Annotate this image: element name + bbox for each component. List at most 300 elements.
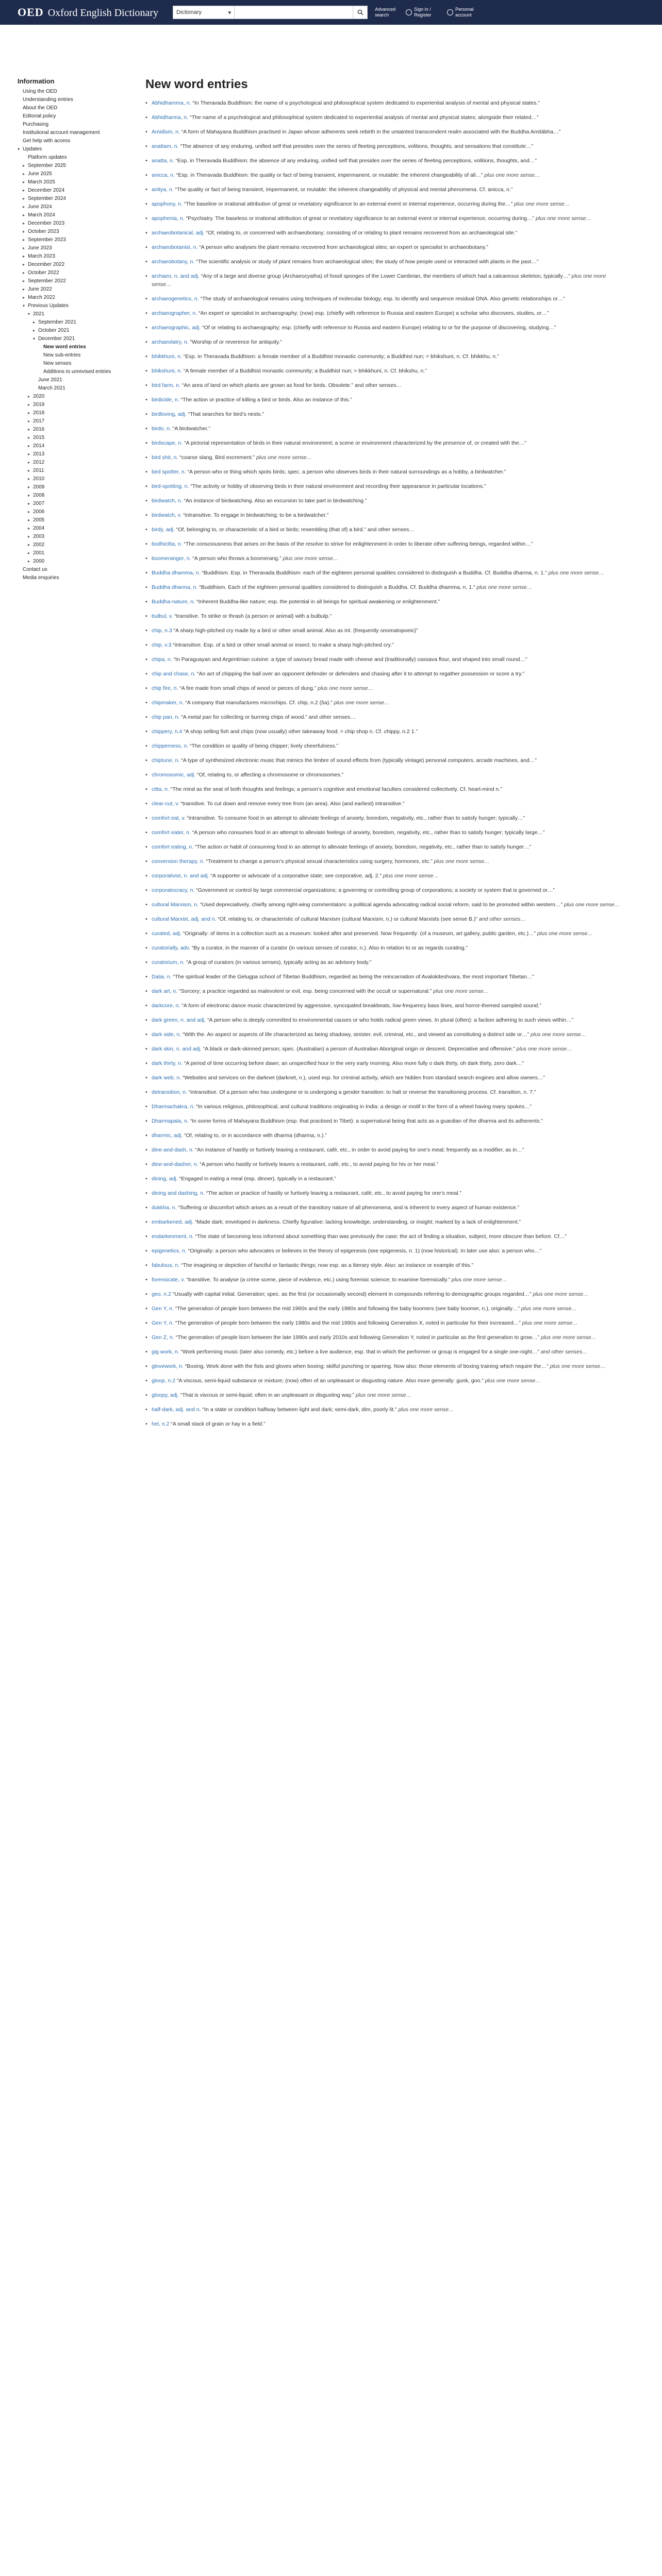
sidebar-item[interactable] xyxy=(18,203,115,211)
entry-headword-link[interactable]: glovework, n. xyxy=(152,1363,184,1369)
entry-headword-link[interactable]: dukkha, n. xyxy=(152,1205,177,1211)
entry-headword-link[interactable]: boomeranger, n. xyxy=(152,555,191,562)
entry-headword-link[interactable]: dark green, n. and adj. xyxy=(152,1017,206,1023)
bullet-icon: • xyxy=(145,959,147,965)
entry-item xyxy=(145,828,620,837)
entry-more-senses[interactable]: plus one more sense… xyxy=(514,201,570,207)
entry-headword-link[interactable]: bhikshuni, n. xyxy=(152,368,182,374)
sidebar-item[interactable] xyxy=(18,409,115,417)
bullet-icon: • xyxy=(145,230,147,236)
chevron-right-icon[interactable]: ▸ xyxy=(23,180,25,184)
entry-headword-link[interactable]: bird shit, n. xyxy=(152,454,178,461)
entry-headword-link[interactable]: conversion therapy, n. xyxy=(152,858,205,865)
sidebar-item[interactable] xyxy=(18,137,115,145)
sidebar-item[interactable] xyxy=(18,327,115,335)
sidebar-item[interactable] xyxy=(18,376,115,384)
entry-more-senses[interactable]: plus one more sense… xyxy=(540,1334,597,1341)
entry-headword-link[interactable]: chip, n.3 xyxy=(152,628,172,634)
entry-headword-link[interactable]: chipmaker, n. xyxy=(152,700,184,706)
sidebar-item[interactable] xyxy=(18,574,115,582)
chevron-right-icon[interactable]: ▸ xyxy=(23,262,25,267)
sidebar-item[interactable] xyxy=(18,294,115,302)
entry-headword-link[interactable]: dining, adj. xyxy=(152,1176,178,1182)
entry-item xyxy=(145,1276,620,1284)
sidebar-item[interactable] xyxy=(18,434,115,442)
sidebar-item[interactable] xyxy=(18,154,115,162)
sidebar-item[interactable] xyxy=(18,129,115,137)
sidebar-item[interactable] xyxy=(18,219,115,228)
sidebar-item[interactable] xyxy=(18,524,115,533)
entry-headword-link[interactable]: bird-spotting, n. xyxy=(152,483,189,489)
entry-item xyxy=(145,655,620,664)
sidebar-item[interactable] xyxy=(18,557,115,566)
entry-headword-link[interactable]: Dalai, n. xyxy=(152,974,172,980)
sidebar-item[interactable] xyxy=(18,104,115,112)
chevron-right-icon[interactable]: ▸ xyxy=(28,435,30,440)
chevron-right-icon[interactable]: ▸ xyxy=(23,221,25,226)
sidebar-item[interactable] xyxy=(18,533,115,541)
personal-account-label: Personal account xyxy=(455,7,474,18)
entry-headword-link[interactable]: Amidism, n. xyxy=(152,129,180,135)
entry-headword-link[interactable]: anicca, n. xyxy=(152,172,175,178)
entry-headword-link[interactable]: comfort eating, n. xyxy=(152,844,194,850)
entry-headword-link[interactable]: gloopy, adj. xyxy=(152,1392,179,1398)
entry-headword-link[interactable]: cultural Marxism, n. xyxy=(152,902,199,908)
entry-body xyxy=(152,857,620,866)
sidebar-item[interactable] xyxy=(18,178,115,187)
entry-headword-link[interactable]: birdloving, adj. xyxy=(152,411,187,417)
chevron-right-icon[interactable]: ▸ xyxy=(28,493,30,498)
advanced-search-label: Advanced search xyxy=(375,7,396,18)
entry-headword-link[interactable]: comfort eat, v. xyxy=(152,815,186,821)
chevron-down-icon[interactable]: ▾ xyxy=(18,147,20,151)
entry-headword-link[interactable]: anitya, n. xyxy=(152,187,174,193)
entry-more-senses[interactable]: plus one more sense… xyxy=(398,1406,454,1413)
entry-headword-link[interactable]: bodhicitta, n. xyxy=(152,541,183,547)
chevron-right-icon[interactable]: ▸ xyxy=(33,320,36,325)
entry-headword-link[interactable]: Dharmapala, n. xyxy=(152,1118,189,1124)
sidebar-item[interactable] xyxy=(18,96,115,104)
search-button[interactable] xyxy=(353,6,368,19)
entry-headword-link[interactable]: dine-and-dasher, n. xyxy=(152,1161,198,1167)
entry-item xyxy=(145,872,620,880)
entry-more-senses[interactable]: plus one more sense… xyxy=(283,555,339,562)
chevron-right-icon[interactable]: ▸ xyxy=(28,510,30,514)
sidebar-item[interactable] xyxy=(18,360,115,368)
chevron-right-icon[interactable]: ▸ xyxy=(28,394,30,399)
entry-headword-link[interactable]: Gen Z, n. xyxy=(152,1334,174,1341)
chevron-right-icon[interactable]: ▸ xyxy=(33,328,36,333)
sidebar-item[interactable] xyxy=(18,541,115,549)
entry-headword-link[interactable]: archaeobotany, n. xyxy=(152,259,195,265)
entry-headword-link[interactable]: gig work, n. xyxy=(152,1349,179,1355)
entry-headword-link[interactable]: archaeographer, n. xyxy=(152,310,197,316)
search-input[interactable] xyxy=(235,6,353,19)
entry-headword-link[interactable]: chip fire, n. xyxy=(152,685,178,691)
chevron-right-icon[interactable]: ▸ xyxy=(23,279,25,283)
entry-headword-link[interactable]: Buddha-nature, n. xyxy=(152,599,195,605)
chevron-right-icon[interactable]: ▸ xyxy=(23,172,25,176)
sidebar-item[interactable] xyxy=(18,417,115,426)
entry-headword-link[interactable]: bird farm, n. xyxy=(152,382,181,388)
chevron-right-icon[interactable]: ▸ xyxy=(23,229,25,234)
entry-definition: “A female member of a Buddhist monastic community; a Buddhist nun; = bhikkhuni, n. Cf. bhikshu, n.” xyxy=(183,368,427,374)
entry-more-senses[interactable]: plus one more sense… xyxy=(550,1363,606,1369)
chevron-down-icon[interactable]: ▾ xyxy=(33,336,36,341)
entry-headword-link[interactable]: corporativist, n. and adj. xyxy=(152,873,209,879)
sidebar-item-label: December 2024 xyxy=(28,188,65,193)
entry-headword-link[interactable]: chippery, n.4 xyxy=(152,728,183,735)
sidebar-item-label: 2017 xyxy=(33,418,45,424)
sidebar-item[interactable] xyxy=(18,343,115,351)
sidebar-item[interactable] xyxy=(18,393,115,401)
chevron-right-icon[interactable]: ▸ xyxy=(28,551,30,555)
bullet-icon: • xyxy=(145,801,147,807)
entry-definition: “The consciousness that arises on the basis of the resolve to strive for enlightenment in order to liberate other suffering beings, regarded within…” xyxy=(184,541,533,547)
entry-headword-link[interactable]: bird spotter, n. xyxy=(152,469,186,475)
entry-headword-link[interactable]: Gen Y, n. xyxy=(152,1320,174,1326)
entry-definition: “intransitive. Of a person who has undergone or is undergoing a gender transition: to halt or reverse the transitioning process. Cf. transition, n. 7.” xyxy=(188,1089,536,1095)
entry-headword-link[interactable]: Buddha dharma, n. xyxy=(152,584,198,590)
entry-headword-link[interactable]: Gen Y, n. xyxy=(152,1306,174,1312)
bullet-icon: • xyxy=(145,974,147,980)
sidebar-item[interactable] xyxy=(18,500,115,508)
entry-more-senses[interactable]: plus one more sense… xyxy=(521,1306,577,1312)
entry-headword-link[interactable]: embarkened, adj. xyxy=(152,1219,194,1225)
sidebar-item[interactable] xyxy=(18,195,115,203)
bullet-icon: • xyxy=(145,1406,147,1413)
brand-short: OED xyxy=(18,6,44,19)
sidebar-item[interactable] xyxy=(18,261,115,269)
entry-headword-link[interactable]: comfort eater, n. xyxy=(152,829,191,836)
chevron-right-icon[interactable]: ▸ xyxy=(28,543,30,547)
chevron-right-icon[interactable]: ▸ xyxy=(23,246,25,250)
chevron-right-icon[interactable]: ▸ xyxy=(23,213,25,217)
entry-headword-link[interactable]: Buddha dhamma, n. xyxy=(152,570,201,576)
entry-more-senses[interactable]: plus one more sense… xyxy=(383,873,439,879)
entry-headword-link[interactable]: archaeobotanist, n. xyxy=(152,244,198,250)
sidebar-item[interactable] xyxy=(18,318,115,327)
sidebar-item[interactable] xyxy=(18,426,115,434)
bullet-icon: • xyxy=(145,786,147,792)
entry-headword-link[interactable]: archaeographic, adj. xyxy=(152,325,201,331)
entry-item xyxy=(145,396,620,404)
bullet-icon: • xyxy=(145,201,147,207)
chevron-down-icon[interactable]: ▾ xyxy=(23,303,25,308)
sidebar-item[interactable] xyxy=(18,211,115,219)
entry-headword-link[interactable]: dark side, n. xyxy=(152,1031,181,1038)
entry-headword-link[interactable]: archaeogenetics, n. xyxy=(152,296,199,302)
chevron-right-icon[interactable]: ▸ xyxy=(28,427,30,432)
entry-definition: “The condition or quality of being chipper; lively cheerfulness.” xyxy=(190,743,338,749)
sidebar-item-label: New word entries xyxy=(43,344,86,350)
sidebar-item[interactable] xyxy=(18,483,115,492)
sidebar-item[interactable] xyxy=(18,368,115,376)
entry-headword-link[interactable]: birdo, n. xyxy=(152,426,171,432)
entry-headword-link[interactable]: fabulous, n. xyxy=(152,1262,180,1268)
chevron-right-icon[interactable]: ▸ xyxy=(28,477,30,481)
bullet-icon: • xyxy=(145,259,147,265)
entry-definition: “Suffering or discomfort which arises as a result of the transitory nature of all phenomena, and is inherent to every aspect of human existence.” xyxy=(178,1205,520,1211)
entry-body xyxy=(152,1002,620,1010)
entry-headword-link[interactable]: bhikkhuni, n. xyxy=(152,353,182,360)
entry-more-senses[interactable]: plus one more sense… xyxy=(533,1291,589,1297)
bullet-icon: • xyxy=(145,382,147,388)
chevron-right-icon[interactable]: ▸ xyxy=(28,419,30,423)
entry-more-senses[interactable]: plus one more sense… xyxy=(535,215,591,222)
sidebar-item[interactable] xyxy=(18,508,115,516)
entry-headword-link[interactable]: chipa, n. xyxy=(152,656,172,663)
chevron-right-icon[interactable]: ▸ xyxy=(23,196,25,201)
entry-more-senses[interactable]: plus one more sense… xyxy=(476,584,533,590)
entry-headword-link[interactable]: Dharmachakra, n. xyxy=(152,1104,195,1110)
entry-headword-link[interactable]: birdscape, n. xyxy=(152,440,183,446)
personal-account-link[interactable] xyxy=(447,7,480,18)
entry-headword-link[interactable]: birdicide, n. xyxy=(152,397,179,403)
entry-more-senses[interactable]: plus one more sense… xyxy=(434,858,490,865)
sidebar-item-label: March 2022 xyxy=(28,295,55,300)
chevron-right-icon[interactable]: ▸ xyxy=(23,205,25,209)
sidebar-item[interactable] xyxy=(18,475,115,483)
sidebar-item[interactable] xyxy=(18,170,115,178)
sidebar-item[interactable] xyxy=(18,549,115,557)
entry-definition: “The generation of people born between the late 1990s and early 2010s and following Generation Y, noted in particular as the first generation to grow…” xyxy=(175,1334,540,1341)
entry-more-senses[interactable]: plus one more sense… xyxy=(318,685,374,691)
entry-headword-link[interactable]: archaeolatry, n. xyxy=(152,339,189,345)
entry-more-senses[interactable]: plus one more sense… xyxy=(485,1378,541,1384)
entry-body xyxy=(152,929,620,938)
entry-definition: “An instance of hastily or furtively leaving a restaurant, café, etc., in order to avoid paying for one’s meal; frequently as a modifier, as in…” xyxy=(195,1147,524,1153)
entry-headword-link[interactable]: archaeobotanical, adj. xyxy=(152,230,205,236)
sidebar-item[interactable] xyxy=(18,228,115,236)
entry-headword-link[interactable]: endarkenment, n. xyxy=(152,1233,194,1240)
entry-headword-link[interactable]: birdy, adj. xyxy=(152,527,175,533)
entry-item xyxy=(145,511,620,519)
entry-headword-link[interactable]: clear-cut, v. xyxy=(152,801,179,807)
entry-more-senses[interactable]: plus one more sense… xyxy=(516,1046,572,1052)
sidebar-item[interactable] xyxy=(18,516,115,524)
entry-headword-link[interactable]: chromosomic, adj. xyxy=(152,772,196,778)
dictionary-select[interactable] xyxy=(173,6,235,19)
entry-headword-link[interactable]: cultural Marxist, adj. and n. xyxy=(152,916,217,922)
chevron-right-icon[interactable]: ▸ xyxy=(28,452,30,456)
entry-headword-link[interactable]: forensicate, v. xyxy=(152,1277,185,1283)
entry-item xyxy=(145,626,620,635)
chevron-right-icon[interactable]: ▸ xyxy=(28,526,30,531)
sidebar-item-label: Previous Updates xyxy=(28,303,69,309)
entry-headword-link[interactable]: dharmic, adj. xyxy=(152,1132,183,1139)
sidebar-item[interactable] xyxy=(18,335,115,343)
sign-in-link[interactable] xyxy=(406,7,441,18)
entry-body xyxy=(152,243,620,251)
entry-headword-link[interactable]: citta, n. xyxy=(152,786,169,792)
entry-body xyxy=(152,771,620,779)
sidebar-item[interactable] xyxy=(18,450,115,459)
entry-more-senses[interactable]: plus one more sense… xyxy=(451,1277,507,1283)
entry-body xyxy=(152,468,620,476)
entry-headword-link[interactable]: chiptune, n. xyxy=(152,757,180,764)
entry-definition: “A form of electronic dance music characterized by aggressive, syncopated breakbeats, low-frequency bass lines, and horror-themed sampled sound.” xyxy=(181,1003,541,1009)
entry-definition: “Boxing. Work done with the fists and gloves when boxing; skilful punching or sparring. Now also: those elements of boxing training which require the…” xyxy=(185,1363,549,1369)
sidebar-item[interactable] xyxy=(18,162,115,170)
entry-headword-link[interactable]: birdwatch, v. xyxy=(152,512,182,518)
entry-headword-link[interactable]: chipperness, n. xyxy=(152,743,189,749)
sidebar-item[interactable] xyxy=(18,145,115,154)
entry-headword-link[interactable]: Abhidhamma, n. xyxy=(152,100,191,106)
entry-body xyxy=(152,540,620,548)
advanced-search-link[interactable] xyxy=(375,7,400,18)
bullet-icon: • xyxy=(145,244,147,250)
entry-headword-link[interactable]: corporatocracy, n. xyxy=(152,887,195,893)
entry-item xyxy=(145,295,620,303)
chevron-down-icon[interactable]: ▾ xyxy=(28,312,30,316)
bullet-icon: • xyxy=(145,368,147,374)
entry-headword-link[interactable]: dark skin, n. and adj. xyxy=(152,1046,202,1052)
entry-headword-link[interactable]: bulbul, v. xyxy=(152,613,173,619)
chevron-right-icon[interactable]: ▸ xyxy=(28,485,30,489)
entry-headword-link[interactable]: geo, n.2 xyxy=(152,1291,171,1297)
entry-item xyxy=(145,497,620,505)
entry-body xyxy=(152,713,620,721)
chevron-right-icon[interactable]: ▸ xyxy=(23,163,25,168)
entry-headword-link[interactable]: hel, n.2 xyxy=(152,1421,170,1427)
entry-headword-link[interactable]: birdwatch, n. xyxy=(152,498,183,504)
entry-headword-link[interactable]: gloop, n.2 xyxy=(152,1378,176,1384)
sidebar-item[interactable] xyxy=(18,269,115,277)
bullet-icon: • xyxy=(145,988,147,994)
sidebar-item[interactable] xyxy=(18,492,115,500)
sidebar-item[interactable] xyxy=(18,252,115,261)
entry-headword-link[interactable]: dark thirty, n. xyxy=(152,1060,183,1066)
entry-headword-link[interactable]: archaeo, n. and adj. xyxy=(152,273,200,279)
entry-headword-link[interactable]: epigenetics, n. xyxy=(152,1248,187,1254)
entry-body xyxy=(152,1276,620,1284)
chevron-right-icon[interactable]: ▸ xyxy=(28,559,30,564)
entry-item xyxy=(145,641,620,649)
entry-more-senses[interactable]: and other senses… xyxy=(478,916,526,922)
sidebar-item[interactable] xyxy=(18,244,115,252)
entry-more-senses[interactable]: plus one more sense… xyxy=(152,273,606,287)
bullet-icon: • xyxy=(145,642,147,648)
sidebar-item[interactable] xyxy=(18,310,115,318)
entry-definition: “Sorcery; a practice regarded as malevolent or evil, esp. being concerned with the occult or supernatural.” xyxy=(179,988,432,994)
sidebar-item[interactable] xyxy=(18,384,115,393)
sidebar-item[interactable] xyxy=(18,112,115,121)
entry-item xyxy=(145,1304,620,1313)
sidebar-item[interactable] xyxy=(18,285,115,294)
entry-headword-link[interactable]: chip pan, n. xyxy=(152,714,180,720)
bullet-icon: • xyxy=(145,273,147,279)
entry-more-senses[interactable]: plus one more sense… xyxy=(548,570,604,576)
entry-headword-link[interactable]: dine-and-dash, n. xyxy=(152,1147,194,1153)
sidebar-item[interactable] xyxy=(18,88,115,96)
entry-more-senses[interactable]: plus one more sense… xyxy=(564,902,620,908)
chevron-right-icon[interactable]: ▸ xyxy=(28,460,30,465)
entry-definition: “Usually with capital initial. Generation; spec. as the first (or occasionally second) element in compounds referring to demographic groups regarded…” xyxy=(172,1291,532,1297)
entry-headword-link[interactable]: dark art, n. xyxy=(152,988,178,994)
entry-more-senses[interactable]: plus one more sense… xyxy=(484,172,540,178)
sidebar-item[interactable] xyxy=(18,401,115,409)
sidebar-item[interactable] xyxy=(18,302,115,310)
oed-logo[interactable] xyxy=(18,6,158,19)
sidebar-item-label: 2016 xyxy=(33,427,45,432)
chevron-right-icon[interactable]: ▸ xyxy=(23,270,25,275)
sidebar-item[interactable] xyxy=(18,467,115,475)
chevron-right-icon[interactable]: ▸ xyxy=(23,238,25,242)
entry-headword-link[interactable]: Abhidharma, n. xyxy=(152,114,189,121)
entry-more-senses[interactable]: plus one more sense… xyxy=(537,930,593,937)
entry-item xyxy=(145,756,620,765)
entry-more-senses[interactable]: and other senses… xyxy=(540,1349,588,1355)
entry-definition: “An area of land on which plants are grown as food for birds. Obsolete.” and other senses… xyxy=(181,382,402,388)
entry-item xyxy=(145,482,620,490)
chevron-right-icon[interactable]: ▸ xyxy=(23,287,25,292)
sidebar-item[interactable] xyxy=(18,566,115,574)
sidebar-item[interactable] xyxy=(18,187,115,195)
entry-headword-link[interactable]: curatorially, adv. xyxy=(152,945,190,951)
chevron-right-icon[interactable]: ▸ xyxy=(28,411,30,415)
entry-item xyxy=(145,1131,620,1140)
bullet-icon: • xyxy=(145,1233,147,1240)
entry-more-senses[interactable]: plus one more sense… xyxy=(433,988,489,994)
entry-definition: “Inherent Buddha-like nature; esp. the potential in all beings for spiritual awakening or enlightenment.” xyxy=(196,599,440,605)
entry-definition: “intransitive. To engage in birdwatching; to be a birdwatcher.” xyxy=(183,512,329,518)
chevron-right-icon[interactable]: ▸ xyxy=(28,534,30,539)
entry-definition: “Websites and services on the darknet (darknet, n.), used esp. for criminal activity, which are hidden from standard search engines and allow owners…” xyxy=(183,1075,545,1081)
sidebar-item[interactable] xyxy=(18,236,115,244)
entry-more-senses[interactable]: plus one more sense… xyxy=(355,1392,411,1398)
entry-more-senses[interactable]: plus one more sense… xyxy=(256,454,312,461)
chevron-down-icon: ▾ xyxy=(228,9,231,16)
chevron-right-icon[interactable]: ▸ xyxy=(28,402,30,407)
sidebar-item[interactable] xyxy=(18,442,115,450)
chevron-right-icon[interactable]: ▸ xyxy=(28,518,30,522)
entry-headword-link[interactable]: curated, adj. xyxy=(152,930,181,937)
chevron-right-icon[interactable]: ▸ xyxy=(23,188,25,193)
entry-headword-link[interactable]: chip and chase, n. xyxy=(152,671,196,677)
page-title: New word entries xyxy=(145,77,248,91)
sidebar-item[interactable] xyxy=(18,277,115,285)
chevron-right-icon[interactable]: ▸ xyxy=(28,501,30,506)
entry-headword-link[interactable]: dark web, n. xyxy=(152,1075,181,1081)
entry-headword-link[interactable]: apophenia, n. xyxy=(152,215,185,222)
chevron-right-icon[interactable]: ▸ xyxy=(23,295,25,300)
entry-headword-link[interactable]: chip, v.3 xyxy=(152,642,172,648)
entry-headword-link[interactable]: curatorium, n. xyxy=(152,959,185,965)
entry-more-senses[interactable]: plus one more sense… xyxy=(531,1031,587,1038)
sidebar-item[interactable] xyxy=(18,351,115,360)
entry-body xyxy=(152,1218,620,1226)
entry-headword-link[interactable]: anattam, n. xyxy=(152,143,179,149)
entry-more-senses[interactable]: plus one more sense… xyxy=(522,1320,578,1326)
entry-headword-link[interactable]: apophony, n. xyxy=(152,201,183,207)
entry-definition: “The generation of people born between the mid 1960s and the early 1980s and following the baby boomers (see baby boomer, n.), originally…” xyxy=(175,1306,520,1312)
sidebar-item[interactable] xyxy=(18,121,115,129)
chevron-right-icon[interactable]: ▸ xyxy=(28,468,30,473)
entry-headword-link[interactable]: dining and dashing, n. xyxy=(152,1190,205,1196)
entry-headword-link[interactable]: darkcore, n. xyxy=(152,1003,180,1009)
entry-headword-link[interactable]: detransition, n. xyxy=(152,1089,187,1095)
entry-headword-link[interactable]: half-dark, adj. and n. xyxy=(152,1406,201,1413)
entry-headword-link[interactable]: anatta, n. xyxy=(152,158,174,164)
entry-more-senses[interactable]: plus one more sense… xyxy=(334,700,390,706)
chevron-right-icon[interactable]: ▸ xyxy=(28,444,30,448)
sidebar-item[interactable] xyxy=(18,459,115,467)
entry-definition: “An instance of birdwatching. Also an excursion to take part in birdwatching.” xyxy=(184,498,367,504)
chevron-right-icon[interactable]: ▸ xyxy=(23,254,25,259)
bullet-icon: • xyxy=(145,397,147,403)
entry-body xyxy=(152,1160,620,1168)
